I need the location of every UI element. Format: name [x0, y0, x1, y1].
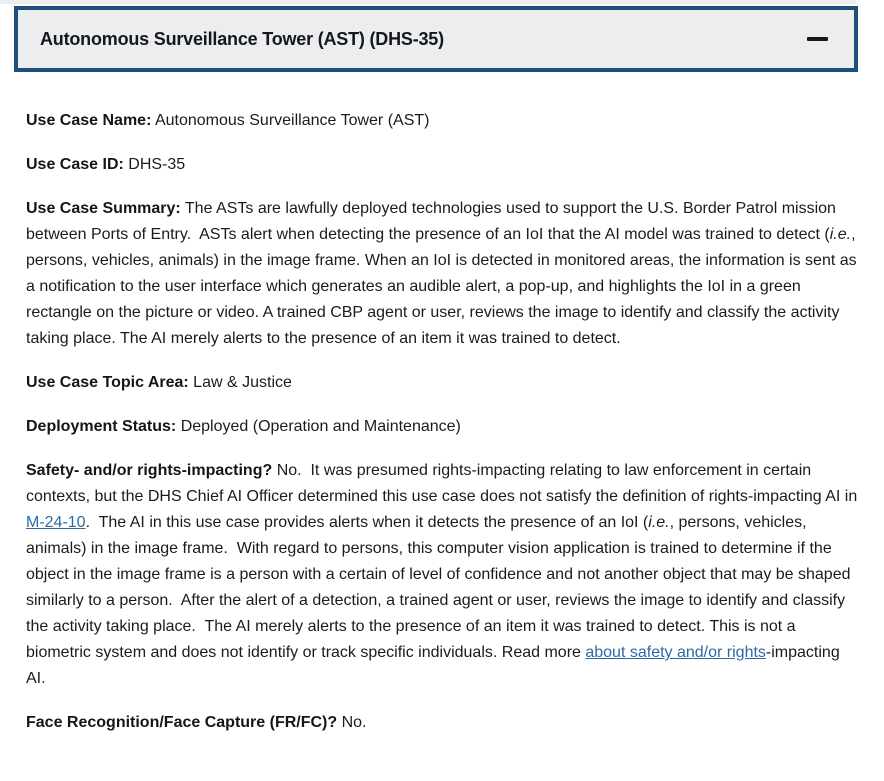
field-value-deployment-status: Deployed (Operation and Maintenance) [176, 418, 461, 435]
field-label-use-case-summary: Use Case Summary: [26, 200, 181, 217]
field-label-safety-rights: Safety- and/or rights-impacting? [26, 462, 273, 479]
previous-accordion-bottom-edge [0, 0, 856, 4]
field-topic-area [26, 370, 860, 396]
field-safety-rights-impacting [26, 458, 860, 692]
safety-text-4: -impacting AI. [26, 644, 844, 687]
summary-ie-abbrev: i.e. [829, 226, 852, 243]
field-use-case-name [26, 108, 860, 134]
field-use-case-summary [26, 196, 860, 352]
field-label-deployment-status: Deployment Status: [26, 418, 177, 435]
field-label-face-recognition: Face Recognition/Face Capture (FR/FC)? [26, 714, 338, 731]
field-label-use-case-id: Use Case ID: [26, 156, 124, 173]
safety-text-2: . The AI in this use case provides alerts when it detects the presence of an IoI ( [85, 514, 649, 531]
field-label-topic-area: Use Case Topic Area: [26, 374, 189, 391]
field-value-use-case-id: DHS-35 [123, 156, 186, 173]
m-24-10-link[interactable]: M-24-10 [26, 514, 86, 531]
field-value-topic-area: Law & Justice [188, 374, 292, 391]
minus-icon[interactable] [807, 37, 828, 41]
accordion-content [26, 72, 860, 736]
field-deployment-status [26, 414, 860, 440]
accordion-title: Autonomous Surveillance Tower (AST) (DHS-35) [40, 28, 444, 49]
safety-ie-abbrev: i.e. [648, 514, 670, 531]
accordion-header-button[interactable] [14, 6, 858, 72]
summary-text-1: The ASTs are lawfully deployed technologies used to support the U.S. Border Patrol mission between Ports of Entry. ASTs alert when detecting the presence of an IoI that the AI model was trained to detect ( [26, 200, 841, 243]
summary-text-2: , persons, vehicles, animals) in the image frame. When an IoI is detected in monitored areas, the information is sent as a notification to the user interface which generates an audible alert, a pop-up, and highlights the IoI in a green rectangle on the picture or video. A trained CBP agent or user, reviews the image to identify and classify the activity taking place. The AI merely alerts to the presence of an item it was trained to detect. [26, 226, 862, 347]
field-face-recognition [26, 710, 860, 736]
field-use-case-id [26, 152, 860, 178]
safety-text-3: , persons, vehicles, animals) in the image frame. With regard to persons, this computer vision application is trained to determine if the object in the image frame is a person with a certain of level of confidence and not another object that may be shaped similarly to a person. After the alert of a detection, a trained agent or user, reviews the image to identify and classify the activity taking place. The AI merely alerts to the presence of an item it was trained to detect. This is not a biometric system and does not identify or track specific individuals. Read more [26, 514, 855, 661]
field-label-use-case-name: Use Case Name: [26, 112, 152, 129]
safety-text-1: No. It was presumed rights-impacting relating to law enforcement in certain contexts, but the DHS Chief AI Officer determined this use case does not satisfy the definition of rights-impacting AI in [26, 462, 862, 505]
about-safety-rights-link[interactable]: about safety and/or rights [585, 644, 766, 661]
field-value-use-case-name: Autonomous Surveillance Tower (AST) [151, 112, 430, 129]
use-case-accordion [14, 6, 858, 72]
field-value-face-recognition: No. [337, 714, 367, 731]
